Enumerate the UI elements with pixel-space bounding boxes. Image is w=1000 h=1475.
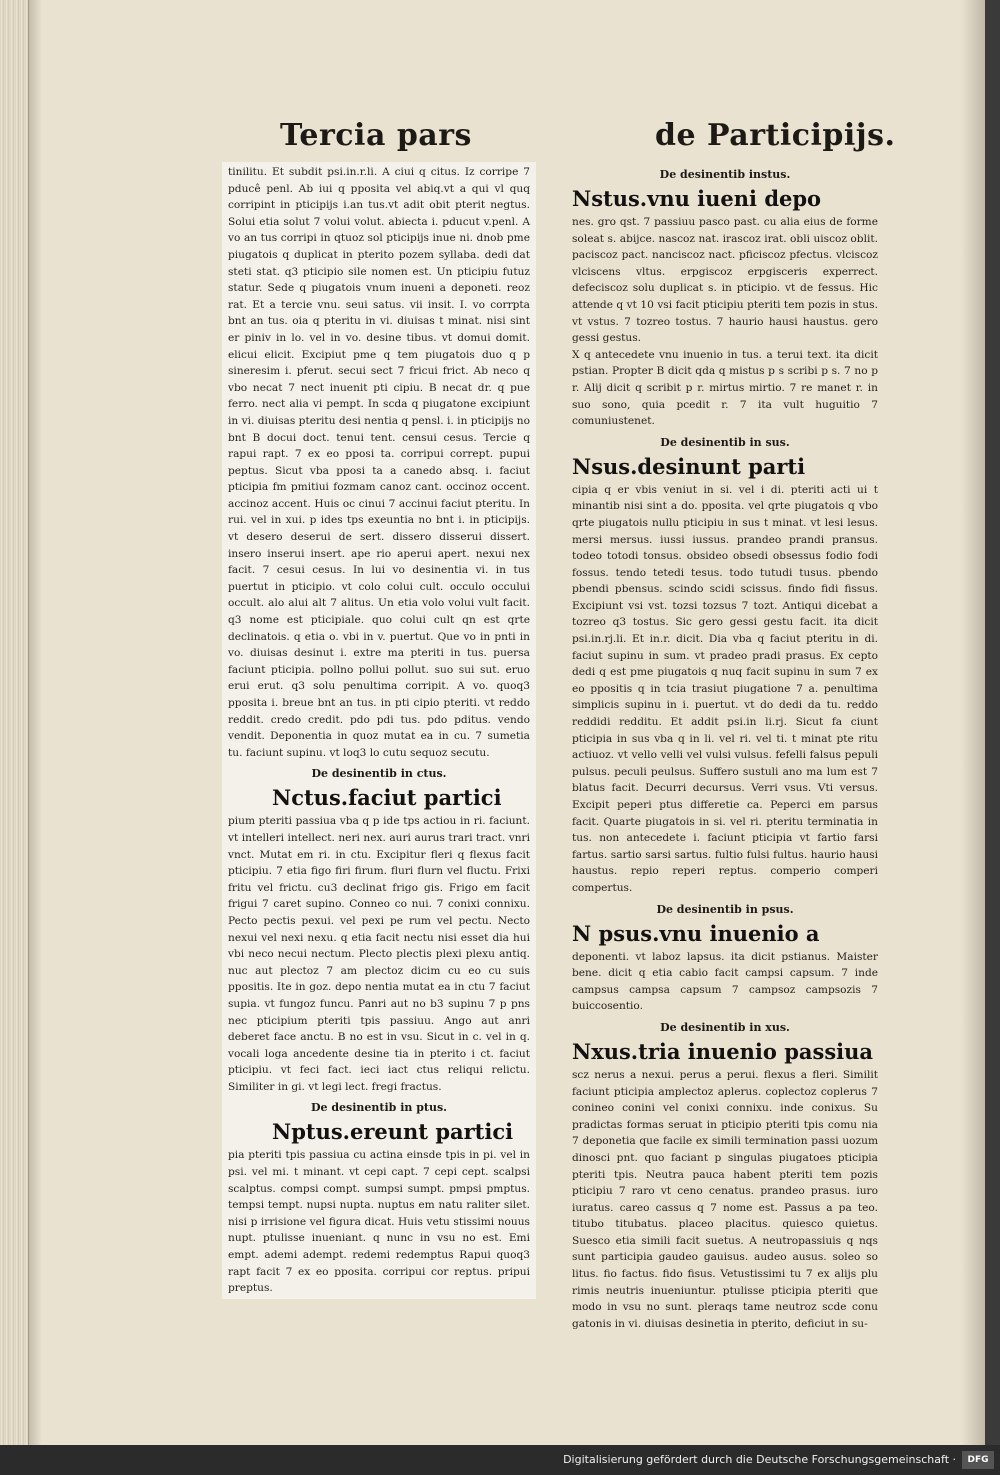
funding-credit: Digitalisierung gefördert durch die Deutsche Forschungsgemeinschaft · [563, 1453, 956, 1466]
right-paragraph-2: X q antecedete vnu inuenio in tus. a terui text. ita dicit pstian. Propter B dicit qda q mistus p s scribi p s. 7 no p r. Alij dicit q scribit p r. mirtus mirtio. 7 re manet r. in suo sono, quia pcedit r. 7 ita vult huguitio 7 comuniustenet. [572, 348, 878, 428]
right-section-heading-stus: De desinentib instus. [659, 168, 791, 181]
left-paragraph-2: pium pteriti passiua vba q p ide tps actiou in ri. faciunt. vt intelleri intellect. neri nex. auri aurus trari tract. vnri vnct. Mutat em ri. in ctu. Excipitur fleri q flexus facit pticipiu. 7 etia figo firi firum. fluri flurn vel fluctu. Frixi fritu vel frictu. cu3 declinat frigo gis. Frigo em facit frigui 7 caret supino. Conneo co nui. 7 conixi connixu. Pecto pectis pexui. vel pexi pe rum vel pectu. Necto nexui vel nexi nexu. q etia facit nectu nisi esset dia hui vbi neco necui nectum. Plecto plectis plexi plexu antiq. nuc aut plectoz 7 am plectoz dicim cu eo cu suis ppositis. Ite in goz. depo nentia mutat ea in ctu 7 faciut supia. vt fungoz funcu. Panri aut no b3 supinu 7 p pns nec pticipium pteriti tpis passiuu. Ango aut anri deberet face anctu. B no est in vsu. Sicut in c. vel in q. vocali loga ancedente desine tia in pterito i ct. faciut pticipiu. vt feci fact. ieci iact ctus reliqui relictu. Similiter in gi. vt legi lect. fregi fractus. [228, 815, 530, 1093]
right-paragraph-4: deponenti. vt laboz lapsus. ita dicit pstianus. Maister bene. dicit q etia cabio facit campsi capsum. 7 inde campsus campsa capsum 7 campsoz campsozis 7 buiccosentio. [572, 950, 878, 1013]
right-rubric-nsus: Nsus.desinunt parti [572, 453, 806, 479]
scan-color-bar [985, 0, 1000, 1445]
left-section-heading-ptus: De desinentib in ptus. [310, 1101, 447, 1115]
gutter-shadow [28, 0, 42, 1445]
left-paragraph-1: tinilitu. Et subdit psi.in.r.li. A ciui q citus. Iz corripe 7 pducê penl. Ab iui q pposita vel abiq.vt a qui vl quq corripint in pticipijs i.an tus.vt adit obit pterit negtus. Solui etia solut 7 volui volut. abiecta i. pducut v.penl. A vo an tus corripi in qtuoz sol pticipijs inue ni. dnob pme piugatois q duplicat in pterito pozem syllaba. dedi dat steti stat. q3 pticipio sile nomen est. Un pticipiu futuz statur. Sede q piugatois vnum inueni a deponeti. reoz rat. Et a tercie vnu. seui satus. vii insit. I. vo corrpta bnt an tus. oia q pteritu in vi. diuisas t minat. nisi sint er piniv in lo. vel in vo. desine tibus. vt domui domit. elicui elicit. Excipiut pme q tem piugatois duo q p sineresim i. pferut. secui sect 7 fricui frict. Ab neco q vbo necat 7 nect inuenit pti cipiu. B necat dr. q pue ferro. nect alia vi pempt. In scda q piugatone excipiunt in vi. diuisas pteritu desi nentia q pensl. i. in pticipijs no bnt B docui doct. tenui tent. censui cesus. Tercie q rapui rapt. 7 ex eo pposi ta. corripui corrept. pupui peptus. Sicut vba pposi ta a canedo absq. i. faciut pticipia fm pmitiui fozmam canoz cant. occinoz occent. accinoz accent. Huis oc cinui 7 accinui faciut pteritu. In rui. vel in xui. p ides tps exeuntia no bnt i. in pticipijs. vt desero deserui de sert. dissero disserui dissert. insero inserui insert. ape rio aperui apert. nexui nex facit. 7 cesui cesus. In lui vo desinentia vi. in tus puertut in pticipio. vt colo colui cult. occulo occului occult. alo alui alt 7 alitus. Un etia volo volui vult facit. q3 nome est pticipiale. quo colui cult qn est qrte declinatois. q etia o. vbi in v. puertut. Que vo in pnti in vo. diuisas desinut i. extre ma pteriti in tus. puersa faciunt pticipia. pollno pollui pollut. suo sui sut. eruo erui erut. q3 solu penultima corripit. A vo. quoq3 pposita i. breue bnt an tus. in pti cipio pteriti. vt reddo reddit. credo credit. pdo pdi tus. pdo pditus. vendo vendit. Deponentia in quoz mutat ea in cu. 7 sumetia tu. faciunt supinu. vt loq3 lo cutu sequoz secutu. [228, 166, 530, 759]
right-section-heading-sus: De desinentib in sus. [660, 435, 790, 449]
right-text-column [572, 162, 878, 1332]
right-rubric-nxus: Nxus.tria inuenio passiua [572, 1038, 874, 1064]
right-section-heading-xus: De desinentib in xus. [660, 1020, 790, 1034]
book-page-edges [0, 0, 29, 1445]
right-paragraph-3: cipia q er vbis veniut in si. vel i di. pteriti acti ui t minantib nisi sint a do. pposita. vel qrte piugatois q vbo qrte piugatois nullu pticipiu in sus t minat. vt lesi lesus. mersi mersus. iussi iussus. prandeo prandi pransus. todeo totodi tonsus. obsideo obsedi obsessus fodio fodi fossus. tendo tetedi tesus. todo tutudi tusus. pbendo pbendi pbensus. scindo scidi scissus. findo fidi fissus. Excipiunt vsi vst. tozsi tozsus 7 tozt. Antiqui dicebat a tozreo q3 tostus. Sic gero gessi gestu facit. ita dicit psi.in.rj.li. Et in.r. dicit. Dia vba q faciut pteritu in di. faciut supinu in sum. vt pradeo pradi prasus. Ex cepto dedi q est pme piugatois q nuq facit supinu in sum 7 ex eo ppositis q in tcia trasiut piugatione 7 a. penultima simplicis supinu in i. puertut. vt do dedi da tu. reddo reddidi redditu. Et addit psi.in li.rj. Sicut fa ciunt pticipia in sus vba q in li. vel ri. vel ti. t minat pte ritu actiuoz. vt vello velli vel vulsi vulsus. fefelli falsus pepuli pulsus. peculi peulsus. Suffero sustuli ano ma lum est 7 blatus facit. Decurri decursus. Verri vsus. Vti versus. Excipit peperi ptus differetie ca. Peperci em parsus facit. Quarte piugatois in si. vel ri. pteritu terminatia in tus. non antecedete i. faciunt pticipia vt fartio farsi fartus. sartio sarsi sartus. fultio fulsi fultus. haurio hausi haustus. repio reperi reptus. comperio comperi compertus. [572, 483, 878, 894]
right-margin-shade [961, 0, 985, 1445]
running-head-left: Tercia pars [280, 118, 472, 153]
right-rubric-npsus: N psus.vnu inuenio a [572, 920, 820, 946]
left-rubric-nctus: Nctus.faciut partici [272, 785, 502, 811]
right-rubric-nstus: Nstus.vnu iueni depo [572, 186, 822, 211]
right-paragraph-1: nes. gro qst. 7 passiuu pasco past. cu alia eius de forme soleat s. abijce. nascoz nat. irascoz irat. obli uiscoz oblit. paciscoz pact. nanciscoz nact. pficiscoz pfectus. vlciscoz vlciscens vltus. erpgiscoz erpgisceris experrect. defeciscoz solu duplicat s. in pticipio. vt de fessus. Hic attende q vt 10 vsi facit pticipiu pteriti tem pozis in stus. vt vstus. 7 tozreo tostus. 7 haurio hausi haustus. gero gessi gestus. [572, 216, 878, 345]
running-head-right: de Participijs. [655, 118, 896, 153]
left-text-column [222, 162, 536, 1299]
left-section-heading-ctus: De desinentib in ctus. [311, 767, 447, 781]
right-section-heading-psus: De desinentib in psus. [656, 902, 794, 916]
right-paragraph-5: scz nerus a nexui. perus a perui. flexus a fleri. Similit faciunt pticipia amplectoz aplerus. coplectoz coplerus 7 conineo conini vel conixi connixu. inde conixus. Su pradictas formas seruat in pticipio pteriti tpis comu nia 7 deponetia que facile ex simili termination passi uozum dinosci pnt. quo faciant p singulas piugatoes pticipia pteriti tpis. Neutra pauca habent pteriti tem pozis pticipiu 7 raro vt ceno cenatus. prandeo prasus. iuro iuratus. careo cassus q 7 nome est. Passus a pa teo. titubo titubatus. placeo placitus. quiesco quietus. Suesco etia simili facit suetus. A neutropassiuis q nqs sunt participia gaudeo gauisus. audeo ausus. soleo so litus. fio factus. fido fisus. Vetustissimi tu 7 ex alijs plu rimis neutris inueniuntur. ptulisse pticipia pteriti que modo in vsu no sunt. pleraqs tame neutroz scde conu gatonis in vi. diuisas desinetia in pterito, deficiut in su- [572, 1068, 878, 1330]
dfg-logo: DFG [962, 1451, 994, 1469]
footer-bar [0, 1445, 1000, 1475]
left-rubric-nptus: Nptus.ereunt partici [272, 1119, 514, 1145]
left-paragraph-3: pia pteriti tpis passiua cu actina einsde tpis in pi. vel in psi. vel mi. t minant. vt cepi capt. 7 cepi cept. scalpsi scalptus. compsi compt. sumpsi sumpt. pmpsi pmptus. tempsi tempt. nupsi nupta. nuptus em natu raliter silet. nisi p irrisione vel figura dicat. Huis vetu stissimi nouus nupt. ptulisse inueniant. q nunc in vsu no est. Emi empt. ademi adempt. redemi redemptus Rapui quoq3 rapt facit 7 ex eo pposita. corripui cor reptus. pripui preptus. [228, 1149, 530, 1295]
